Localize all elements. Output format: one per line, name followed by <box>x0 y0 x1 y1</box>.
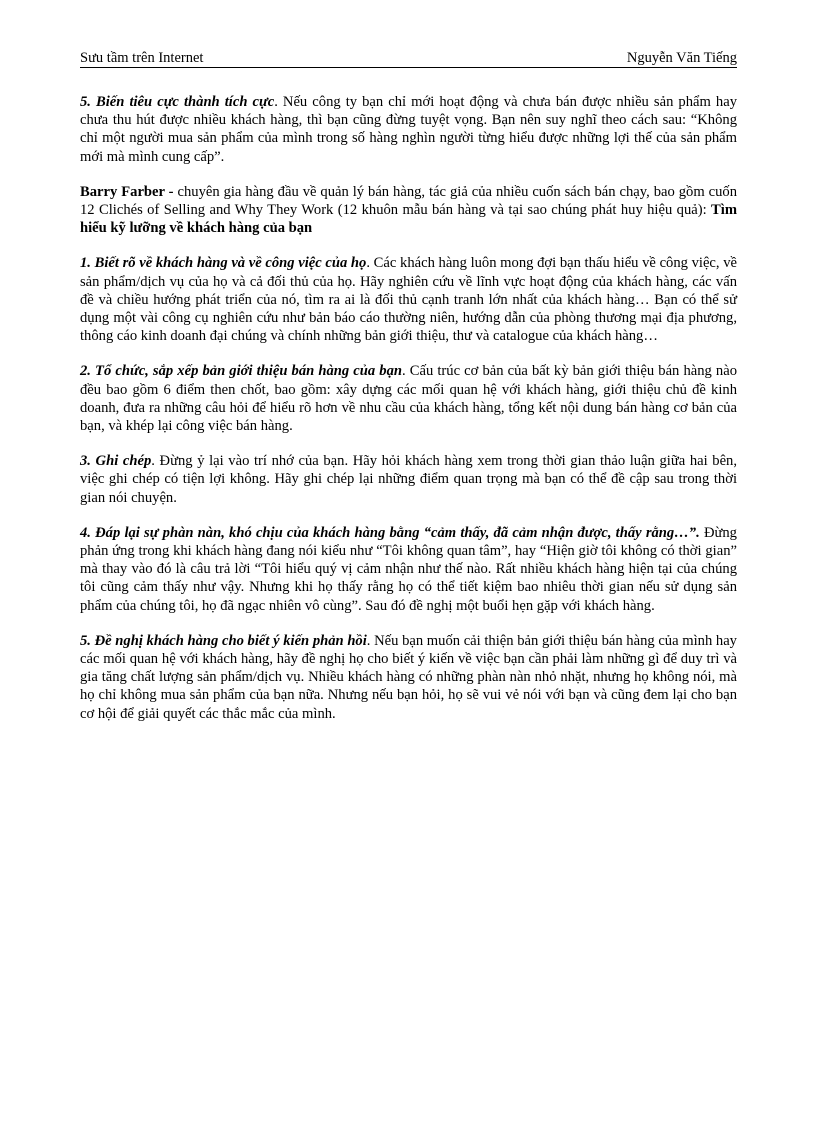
paragraph-organize-presentation <box>80 362 737 435</box>
paragraph-heading: 1. Biết rõ về khách hàng và về công việc của họ <box>80 255 367 272</box>
paragraph-text: . Các khách hàng luôn mong đợi bạn thấu hiểu về công việc, về sản phẩm/dịch vụ của họ và cả đối thủ của họ. Hãy nghiên cứu về lĩnh vực hoạt động của khách hàng, các vấn đề và chiều hướng phát triển của nó, tìm ra ai là đối thủ cạnh tranh lớn nhất của khách hàng… Bạn có thể sử dụng một vài công cụ nghiên cứu như bản báo cáo thường niên, hướng dẫn của phòng thương mại địa phương, thông cáo kinh doanh đại chúng và chính những bản giới thiệu, thư và catalogue của khách hàng… <box>80 255 738 345</box>
paragraph-heading: Barry Farber - <box>80 183 174 200</box>
paragraph-ask-feedback <box>80 632 737 723</box>
paragraph-text: chuyên gia hàng đầu về quản lý bán hàng, tác giả của nhiều cuốn sách bán chạy, bao gồm cuốn 12 Clichés of Selling and Why They Work (12 khuôn mẫu bán hàng và tại sao chúng phát huy hiệu quả): <box>80 183 738 219</box>
paragraph-text: . Đừng ỷ lại vào trí nhớ của bạn. Hãy hỏi khách hàng xem trong thời gian thảo luận giữa hai bên, việc ghi chép có tiện lợi không. Hãy ghi chép lại những điểm quan trọng mà bạn có thể đề cập sau trong thời gian nói chuyện. <box>80 453 737 506</box>
paragraph-heading: 4. Đáp lại sự phàn nàn, khó chịu của khách hàng bằng “cảm thấy, đã cảm nhận được, thấy rằng…”. <box>80 524 700 541</box>
paragraph-heading: 3. Ghi chép <box>80 453 152 470</box>
paragraph-take-notes <box>80 452 737 507</box>
paragraph-barry-farber <box>80 183 737 238</box>
page-header <box>80 47 737 67</box>
paragraph-handle-objections <box>80 524 737 615</box>
paragraph-heading: 5. Biến tiêu cực thành tích cực <box>80 94 275 110</box>
paragraph-turn-negative-positive <box>80 93 737 166</box>
paragraph-heading: 5. Đề nghị khách hàng cho biết ý kiến phản hồi <box>80 632 367 649</box>
paragraph-text: . Cấu trúc cơ bản của bất kỳ bản giới thiệu bán hàng nào đều bao gồm 6 điểm then chốt, bao gồm: xây dựng các mối quan hệ với khách hàng, giới thiệu chủ đề kinh doanh, đưa ra những câu hỏi để hiểu rõ hơn về nhu cầu của khách hàng, tổng kết nội dung bán hàng cơ bản của bạn, và khép lại công việc bán hàng. <box>80 363 737 435</box>
header-author: Nguyễn Văn Tiếng <box>626 50 737 66</box>
document-body <box>80 93 737 740</box>
section-title: Tìm hiểu kỹ lưỡng về khách hàng của bạn <box>80 202 737 237</box>
paragraph-text: . Nếu công ty bạn chỉ mới hoạt động và chưa bán được nhiều sản phẩm hay chưa thu hút được nhiều khách hàng, thì bạn cũng đừng tuyệt vọng. Bạn nên suy nghĩ theo cách sau: “Không chỉ một người mua sản phẩm của mình trong số hàng nghìn người từng hiểu được những lợi thế của sản phẩm mới mà mình cung cấp”. <box>80 94 737 165</box>
paragraph-text: Đừng phản ứng trong khi khách hàng đang nói kiểu như “Tôi không quan tâm”, hay “Hiện giờ tôi không có thời gian” mà thay vào đó là câu trả lời “Tôi hiểu quý vị cảm nhận như thế nào. Rất nhiều khách hàng hiện tại của chúng tôi cũng cảm thấy như vậy. Nhưng khi họ thấy rằng họ có thể tiết kiệm bao nhiêu thời gian nếu sử dụng sản phẩm của chúng tôi, họ đã ngạc nhiên vô cùng”. Sau đó đề nghị một buổi hẹn gặp với khách hàng. <box>80 524 737 614</box>
paragraph-know-customer <box>80 254 737 345</box>
header-divider <box>80 67 737 68</box>
header-source: Sưu tầm trên Internet <box>80 50 204 66</box>
paragraph-text: . Nếu bạn muốn cải thiện bản giới thiệu bán hàng của mình hay các mối quan hệ với khách hàng, hãy đề nghị họ cho biết ý kiến về việc bạn cần phải làm những gì để duy trì và gia tăng chất lượng sản phẩm/dịch vụ. Nhiều khách hàng có những phàn nàn nhỏ nhặt, nhưng họ không nói, mà họ chỉ không mua sản phẩm của bạn nữa. Nhưng nếu bạn hỏi, họ sẽ vui vẻ nói với bạn và cũng đem lại cho bạn cơ hội để giải quyết các thắc mắc của mình. <box>80 632 737 722</box>
paragraph-heading: 2. Tổ chức, sắp xếp bản giới thiệu bán hàng của bạn <box>80 363 402 380</box>
